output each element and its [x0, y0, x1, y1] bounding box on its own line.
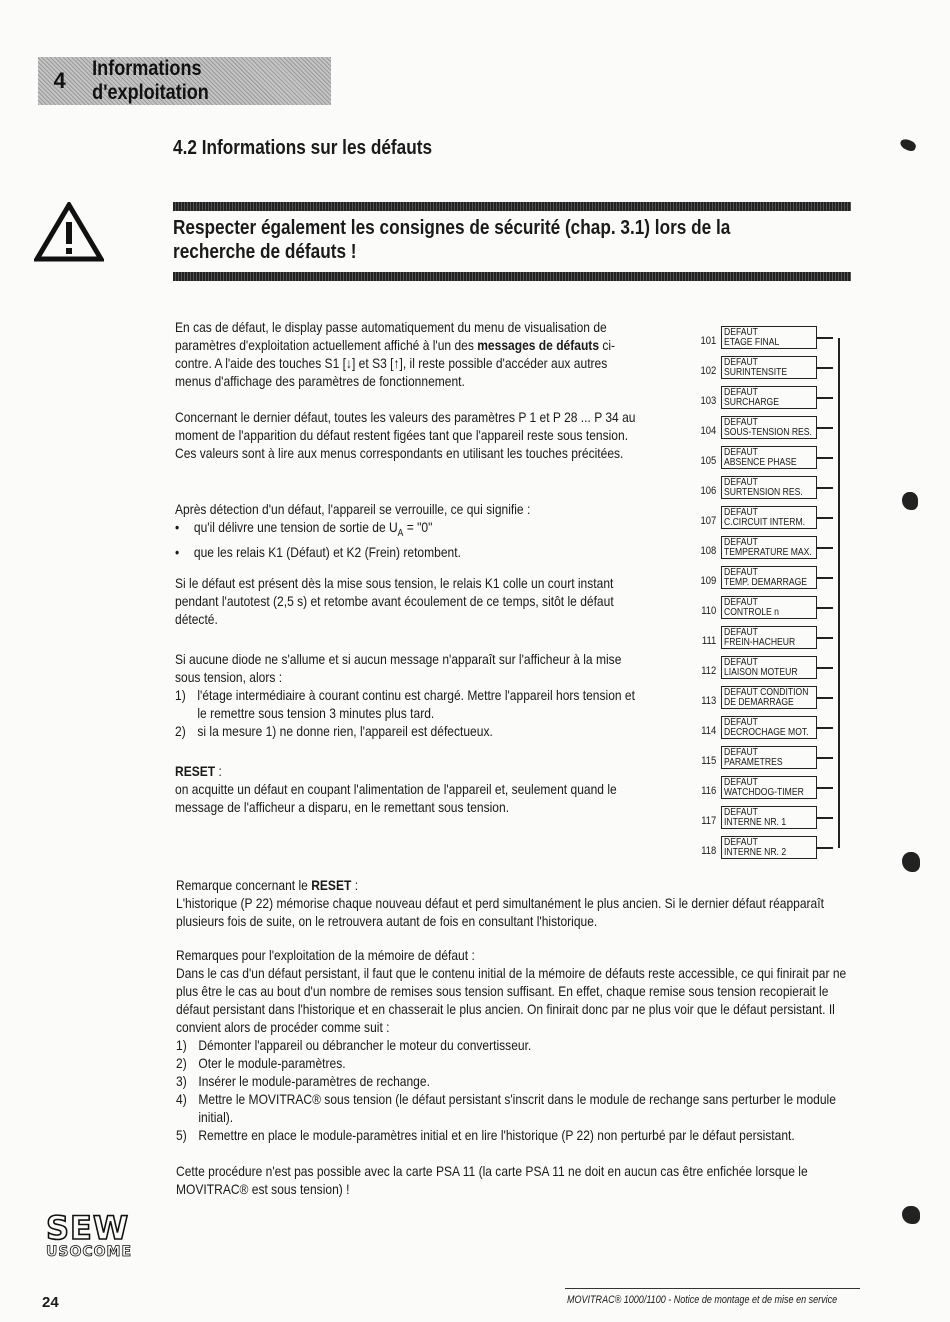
no-display-steps — [175, 686, 644, 740]
fault-message-line-2: CONTROLE n — [724, 607, 779, 618]
fault-code-number: 111 — [701, 635, 717, 647]
fault-code-row — [694, 774, 844, 804]
intro-p1-bold: messages de défauts — [477, 337, 600, 353]
intro-paragraph-5 — [175, 650, 644, 740]
fault-connector-tick — [817, 757, 833, 759]
logo-main: SEW — [46, 1209, 130, 1247]
fault-code-row — [694, 474, 844, 504]
step-text: l'étage intermédiaire à courant continu est chargé. Mettre l'appareil hors tension et le remettre sous tension 3 minutes plus tard. — [197, 687, 635, 721]
fault-code-row — [694, 684, 844, 714]
list-item — [176, 1036, 855, 1054]
fault-message-line-2: LIAISON MOTEUR — [724, 667, 798, 678]
fault-message-line-1: DEFAUT — [724, 747, 758, 758]
fault-message-line-1: DEFAUT — [724, 567, 758, 578]
fault-code-number: 106 — [700, 485, 717, 497]
fault-code-row — [694, 594, 844, 624]
fault-code-row — [694, 804, 844, 834]
fault-code-number: 107 — [700, 515, 717, 527]
page-number: 24 — [42, 1294, 59, 1311]
binder-hole-mark — [902, 1206, 920, 1224]
binder-hole-mark — [902, 852, 920, 872]
fault-message-line-2: PARAMETRES — [724, 757, 783, 768]
fault-message-line-1: DEFAUT CONDITION — [724, 687, 809, 698]
fault-code-row — [694, 444, 844, 474]
fault-code-row — [694, 324, 844, 354]
fault-connector-tick — [817, 397, 833, 399]
fault-message-box — [721, 806, 817, 829]
section-title: 4.2 Informations sur les défauts — [173, 137, 433, 159]
fault-code-row — [694, 414, 844, 444]
fault-code-number: 105 — [700, 455, 717, 467]
fault-code-row — [694, 564, 844, 594]
fault-message-box — [721, 506, 817, 529]
fault-code-row — [694, 654, 844, 684]
fault-message-line-1: DEFAUT — [724, 777, 758, 788]
fault-connector-tick — [817, 667, 833, 669]
reset-paragraph — [175, 762, 644, 816]
fault-message-line-2: ABSENCE PHASE — [724, 457, 797, 468]
fault-message-line-2: TEMPERATURE MAX. — [724, 547, 812, 558]
fault-connector-tick — [817, 607, 833, 609]
step-text: si la mesure 1) ne donne rien, l'appareil est défectueux. — [197, 723, 493, 739]
reset-remark — [176, 876, 855, 930]
fault-connector-tick — [817, 787, 833, 789]
fault-code-number: 104 — [700, 425, 717, 437]
memory-steps — [176, 1036, 855, 1144]
fault-connector-tick — [817, 457, 833, 459]
fault-message-box — [721, 596, 817, 619]
reset-remark-text: L'historique (P 22) mémorise chaque nouveau défaut et perd simultanément le plus ancien. Si le dernier défaut réapparaît plusieurs fois de suite, on le retrouvera autant de fois en consultant l'historique. — [176, 895, 824, 929]
fault-code-list — [694, 324, 844, 864]
fault-connector-tick — [817, 427, 833, 429]
fault-connector-tick — [817, 817, 833, 819]
warning-text: Respecter également les consignes de sécurité (chap. 3.1) lors de la recherche de défauts ! — [173, 217, 731, 263]
fault-message-line-2: WATCHDOG-TIMER — [724, 787, 804, 798]
step-text: Oter le module-paramètres. — [198, 1055, 346, 1071]
fault-message-line-1: DEFAUT — [724, 477, 758, 488]
fault-message-box — [721, 326, 817, 349]
fault-message-line-1: DEFAUT — [724, 507, 758, 518]
memory-remark — [176, 946, 855, 1198]
chapter-header — [38, 57, 331, 105]
fault-connector-tick — [817, 637, 833, 639]
reset-colon: : — [215, 763, 222, 779]
step-number: 4) — [176, 1091, 187, 1107]
list-item — [175, 518, 644, 543]
fault-message-line-2: INTERNE NR. 2 — [724, 847, 787, 858]
reset-remark-title-bold: RESET — [311, 877, 352, 893]
bullet-text: qu'il délivre une tension de sortie de U — [193, 519, 398, 535]
fault-message-line-1: DEFAUT — [724, 537, 758, 548]
fault-connector-tick — [817, 727, 833, 729]
fault-code-number: 108 — [700, 545, 717, 557]
fault-code-number: 115 — [701, 755, 717, 767]
step-number: 2) — [175, 723, 186, 739]
fault-message-box — [721, 536, 817, 559]
fault-message-line-2: FREIN-HACHEUR — [724, 637, 796, 648]
no-display-sentence: Si aucune diode ne s'allume et si aucun message n'apparaît sur l'afficheur à la mise sous tension, alors : — [175, 651, 622, 685]
fault-code-number: 101 — [700, 335, 717, 347]
fault-message-line-1: DEFAUT — [724, 417, 758, 428]
fault-code-number: 117 — [701, 815, 717, 827]
reset-remark-title: Remarque concernant le — [176, 877, 312, 893]
fault-connector-tick — [817, 697, 833, 699]
step-text: Insérer le module-paramètres de rechange. — [198, 1073, 430, 1089]
fault-code-row — [694, 354, 844, 384]
fault-code-row — [694, 624, 844, 654]
fault-code-row — [694, 534, 844, 564]
fault-message-box — [721, 716, 817, 739]
bullet-subscript: A — [397, 527, 404, 539]
step-number: 5) — [176, 1127, 187, 1143]
fault-code-number: 118 — [701, 845, 717, 857]
fault-message-line-1: DEFAUT — [724, 597, 758, 608]
fault-message-box — [721, 446, 817, 469]
fault-message-line-2: SOUS-TENSION RES. — [724, 427, 812, 438]
fault-message-box — [721, 626, 817, 649]
intro-paragraph-1 — [175, 318, 644, 390]
fault-message-box — [721, 386, 817, 409]
fault-message-box — [721, 416, 817, 439]
intro-paragraph-4: Si le défaut est présent dès la mise sous tension, le relais K1 colle un court instant pendant l'autotest (2,5 s) et retombe avant écoulement de ce temps, sitôt le défaut détecté. — [175, 575, 614, 627]
fault-message-box — [721, 566, 817, 589]
binder-hole-mark — [902, 492, 918, 510]
fault-message-box — [721, 476, 817, 499]
fault-code-number: 109 — [700, 575, 717, 587]
fault-code-number: 103 — [700, 395, 717, 407]
fault-code-number: 110 — [701, 605, 717, 617]
fault-connector-tick — [817, 577, 833, 579]
procedure-closing-note: Cette procédure n'est pas possible avec la carte PSA 11 (la carte PSA 11 ne doit en aucun cas être enfichée lorsque le MOVITRAC® est sous tension) ! — [176, 1163, 808, 1197]
step-text: Démonter l'appareil ou débrancher le moteur du convertisseur. — [198, 1037, 532, 1053]
fault-code-number: 114 — [701, 725, 717, 737]
intro-p1-text-a: En cas de défaut, le display passe automatiquement du menu de visualisation de paramètres d'exploitation actuellement affiché à l'un des — [175, 319, 607, 353]
step-number: 1) — [175, 687, 186, 703]
step-number: 3) — [176, 1073, 187, 1089]
lock-bullet-list — [175, 518, 644, 561]
fault-message-line-1: DEFAUT — [724, 627, 758, 638]
fault-message-box — [721, 776, 817, 799]
bullet-text-end: = "0" — [403, 519, 433, 535]
fault-message-line-2: ETAGE FINAL — [724, 337, 780, 348]
intro-p1-text-b: ci-contre. A l'aide des touches S1 [↓] et S3 [↑], il reste possible d'accéder aux autres menus d'affichage des paramètres de fonctionnement. — [175, 337, 616, 389]
logo-sub: USOCOME — [46, 1244, 133, 1260]
list-item — [176, 1072, 855, 1090]
step-text: Remettre en place le module-paramètres initial et en lire l'historique (P 22) non perturbé par le défaut persistant. — [198, 1127, 795, 1143]
fault-code-row — [694, 504, 844, 534]
fault-connector-tick — [817, 487, 833, 489]
list-item: • que les relais K1 (Défaut) et K2 (Frein) retombent. — [175, 543, 644, 561]
warning-triangle-icon — [34, 202, 104, 267]
fault-connector-tick — [817, 517, 833, 519]
list-item — [175, 686, 644, 722]
fault-message-box — [721, 746, 817, 769]
fault-code-number: 102 — [700, 365, 717, 377]
fault-message-line-2: DECROCHAGE MOT. — [724, 727, 809, 738]
step-text: Mettre le MOVITRAC® sous tension (le défaut persistant s'inscrit dans le module de rechange sans perturber le module initial). — [198, 1091, 836, 1125]
sew-usocome-logo — [46, 1209, 133, 1260]
memory-remark-text: Dans le cas d'un défaut persistant, il faut que le contenu initial de la mémoire de défauts reste accessible, ce qui finirait par ne plus être le cas au bout d'un nombre de remises sous tension suffisant. En effet, chaque remise sous tension recopierait le défaut persistant dans l'historique et en chasserait le plus ancien. On finirait donc par ne plus voir que le défaut persistant. Il convient alors de procéder comme suit : — [176, 965, 847, 1035]
fault-message-line-2: TEMP. DEMARRAGE — [724, 577, 807, 588]
chapter-number: 4 — [53, 68, 66, 93]
warning-bottom-rule — [173, 272, 851, 281]
fault-message-line-2: SURINTENSITE — [724, 367, 788, 378]
reset-remark-title-end: : — [351, 877, 359, 893]
fault-message-line-2: INTERNE NR. 1 — [724, 817, 787, 828]
step-number: 2) — [176, 1055, 187, 1071]
reset-label: RESET — [175, 763, 216, 779]
fault-code-number: 112 — [701, 665, 717, 677]
fault-message-box — [721, 836, 817, 859]
list-item — [176, 1054, 855, 1072]
fault-message-line-1: DEFAUT — [724, 657, 758, 668]
fault-code-row — [694, 834, 844, 864]
intro-paragraph-2: Concernant le dernier défaut, toutes les valeurs des paramètres P 1 et P 28 ... P 34 au moment de l'apparition du défaut restent figées tant que l'appareil reste sous tension. Ces valeurs sont à lire aux menus correspondants en utilisant les touches précitées. — [175, 409, 636, 461]
footer-text: MOVITRAC® 1000/1100 - Notice de montage et de mise en service — [567, 1294, 838, 1306]
intro-paragraph-3 — [175, 500, 644, 561]
fault-code-row — [694, 744, 844, 774]
step-number: 1) — [176, 1037, 187, 1053]
fault-connector-tick — [817, 367, 833, 369]
fault-message-line-2: SURCHARGE — [724, 397, 779, 408]
fault-message-line-1: DEFAUT — [724, 357, 758, 368]
warning-top-rule — [173, 202, 851, 211]
fault-message-line-1: DEFAUT — [724, 447, 758, 458]
list-item — [175, 722, 644, 740]
fault-message-line-1: DEFAUT — [724, 387, 758, 398]
fault-message-line-2: DE DEMARRAGE — [724, 697, 794, 708]
binder-hole-mark — [899, 138, 917, 153]
fault-code-row — [694, 384, 844, 414]
fault-message-line-1: DEFAUT — [724, 837, 758, 848]
chapter-title: Informations d'exploitation — [92, 57, 209, 104]
list-item — [176, 1090, 855, 1126]
fault-message-line-2: C.CIRCUIT INTERM. — [724, 517, 806, 528]
fault-message-box — [721, 356, 817, 379]
lock-sentence: Après détection d'un défaut, l'appareil se verrouille, ce qui signifie : — [175, 501, 531, 517]
fault-code-number: 116 — [701, 785, 717, 797]
footer-rule — [565, 1288, 860, 1289]
fault-message-line-1: DEFAUT — [724, 327, 758, 338]
fault-connector-tick — [817, 337, 833, 339]
fault-message-line-2: SURTENSION RES. — [724, 487, 803, 498]
fault-message-line-1: DEFAUT — [724, 807, 758, 818]
fault-message-box — [721, 686, 817, 709]
fault-connector-tick — [817, 847, 833, 849]
list-item — [176, 1126, 855, 1144]
reset-text: on acquitte un défaut en coupant l'alimentation de l'appareil et, seulement quand le message de l'afficheur a disparu, en le remettant sous tension. — [175, 781, 617, 815]
fault-message-box — [721, 656, 817, 679]
fault-code-number: 113 — [701, 695, 717, 707]
fault-connector-tick — [817, 547, 833, 549]
fault-code-row — [694, 714, 844, 744]
fault-message-line-1: DEFAUT — [724, 717, 758, 728]
memory-remark-title: Remarques pour l'exploitation de la mémoire de défaut : — [176, 947, 475, 963]
